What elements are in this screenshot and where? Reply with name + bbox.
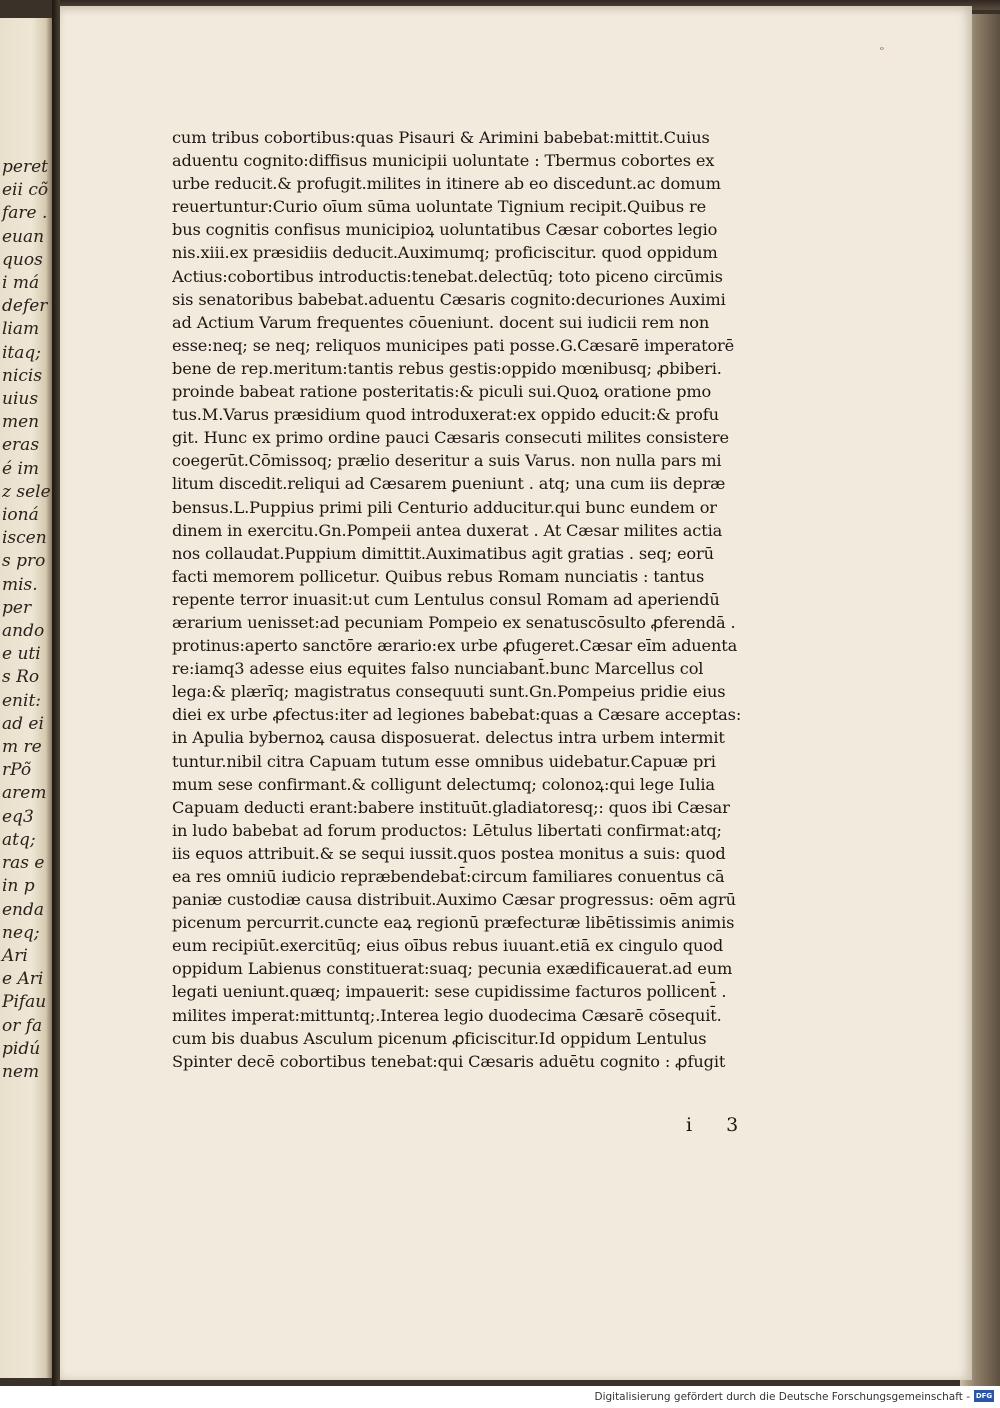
text-line: Actius:cobortibus introductis:tenebat.delectūq; toto piceno circūmis bbox=[172, 266, 723, 286]
left-page-fragment: defer bbox=[2, 296, 48, 317]
left-page-fragment: rPõ bbox=[2, 760, 32, 781]
text-line: coegerūt.Cōmissoq; prælio deseritur a suis Varus. non nulla pars mi bbox=[172, 451, 722, 471]
left-facing-page bbox=[0, 18, 52, 1378]
text-line: dinem in exercitu.Gn.Pompeii antea duxerat . At Cæsar milites actia bbox=[172, 520, 723, 540]
text-line: aduentu cognito:diffisus municipii uoluntate : Tbermus cobortes ex bbox=[172, 151, 715, 171]
text-line: Spinter decē cobortibus tenebat:qui Cæsaris aduētu cognito : ꝓfugit bbox=[172, 1051, 726, 1071]
text-line: legati ueniunt.quæq; impauerit: sese cupidissime facturos pollicent̄ . bbox=[172, 982, 727, 1002]
text-line: lega:& plærīq; magistratus consequuti sunt.Gn.Pompeius pridie eius bbox=[172, 682, 726, 702]
left-page-fragment: s Ro bbox=[2, 667, 40, 688]
text-line: ea res omniū iudicio repræbendebat̄:circum familiares conuentus cā bbox=[172, 867, 725, 886]
left-page-fragment: eq3 bbox=[2, 806, 34, 827]
left-page-text-fragments bbox=[2, 156, 52, 1084]
text-line: tus.M.Varus præsidium quod introduxerat:ex oppido educit:& profu bbox=[172, 405, 719, 425]
text-line: cum bis duabus Asculum picenum ꝓficiscitur.Id oppidum Lentulus bbox=[172, 1028, 707, 1048]
left-page-fragment: per bbox=[2, 597, 32, 618]
left-page-fragment: mis. bbox=[2, 574, 38, 595]
left-page-fragment: e uti bbox=[2, 644, 41, 665]
left-page-fragment: peret bbox=[2, 157, 48, 177]
footer-credit: Digitalisierung gefördert durch die Deutsche Forschungsgemeinschaft - bbox=[594, 1391, 970, 1403]
text-line: paniæ custodiæ causa distribuit.Auximo Cæsar progressus: oēm agrū bbox=[172, 890, 736, 910]
text-line: sis senatoribus babebat.aduentu Cæsaris cognito:decuriones Auximi bbox=[172, 289, 726, 309]
text-line: re:iamq3 adesse eius equites falso nunciabant̄.bunc Marcellus col bbox=[172, 659, 704, 679]
text-line: milites imperat:mittuntq;.Interea legio duodecima Cæsarē cōsequit̄. bbox=[172, 1005, 722, 1025]
left-page-fragment: iscen bbox=[2, 528, 47, 549]
left-page-fragment: neq; bbox=[2, 922, 40, 943]
text-line: facti memorem pollicetur. Quibus rebus Romam nunciatis : tantus bbox=[172, 566, 705, 586]
left-page-fragment: enda bbox=[2, 899, 45, 920]
text-line: diei ex urbe ꝓfectus:iter ad legiones babebat:quas a Cæsare acceptas: bbox=[172, 705, 742, 725]
left-page-fragment: s pro bbox=[2, 551, 46, 572]
left-page-fragment: ando bbox=[2, 621, 45, 642]
text-line: Capuam deducti erant:babere instituūt.gladiatoresq;: quos ibi Cæsar bbox=[172, 797, 730, 817]
main-text-block bbox=[172, 126, 812, 1073]
left-page-fragment: i má bbox=[2, 273, 40, 294]
left-page-fragment: quos bbox=[2, 249, 43, 270]
left-page-fragment: nem bbox=[2, 1061, 40, 1082]
left-page-fragment: uius bbox=[2, 389, 39, 410]
left-page-fragment: in p bbox=[2, 876, 35, 897]
left-page-fragment: euan bbox=[2, 226, 45, 247]
left-page-fragment: Pifau bbox=[2, 992, 47, 1013]
text-line: cum tribus cobortibus:quas Pisauri & Arimini babebat:mittit.Cuius bbox=[172, 128, 710, 147]
text-line: nos collaudat.Puppium dimittit.Auximatibus agit gratias . seq; eorū bbox=[172, 543, 714, 563]
text-line: ærarium uenisset:ad pecuniam Pompeio ex senatuscōsulto ꝓferendā . bbox=[172, 612, 736, 632]
text-line: urbe reducit.& profugit.milites in itinere ab eo discedunt.ac domum bbox=[172, 174, 721, 194]
text-line: repente terror inuasit:ut cum Lentulus consul Romam ad aperiendū bbox=[172, 589, 720, 609]
text-line: reuertuntur:Curio oīum sūma uoluntate Tignium recipit.Quibus re bbox=[172, 197, 707, 217]
left-page-fragment: Ari bbox=[2, 945, 28, 966]
text-line: git. Hunc ex primo ordine pauci Cæsaris consecuti milites consistere bbox=[172, 428, 729, 448]
left-page-fragment: ad ei bbox=[2, 713, 44, 734]
text-line: iis equos attribuit.& se sequi iussit.quos postea monitus a suis: quod bbox=[172, 843, 726, 863]
left-page-fragment: enit: bbox=[2, 690, 42, 711]
dfg-logo-icon: DFG bbox=[975, 1392, 993, 1400]
text-line: proinde babeat ratione posteritatis:& piculi sui.Quoꝝ oratione pmo bbox=[172, 382, 712, 402]
left-page-fragment: pidú bbox=[2, 1038, 41, 1059]
text-line: bene de rep.meritum:tantis rebus gestis:oppido mœnibusq; ꝓbiberi. bbox=[172, 358, 722, 378]
text-line: oppidum Labienus constituerat:suaq; pecunia exædificauerat.ad eum bbox=[172, 959, 733, 979]
left-page-fragment: liam bbox=[2, 319, 40, 340]
left-page-fragment: m re bbox=[2, 737, 42, 758]
left-page-fragment: fare . bbox=[2, 203, 48, 224]
left-page-fragment: e Ari bbox=[2, 969, 44, 990]
text-line: nis.xiii.ex præsidiis deducit.Auximumq; proficiscitur. quod oppidum bbox=[172, 243, 718, 263]
left-page-fragment: atq; bbox=[2, 829, 36, 850]
text-line: in ludo babebat ad forum productos: Lētulus libertati confirmat:atq; bbox=[172, 820, 722, 840]
left-page-fragment: arem bbox=[2, 783, 47, 804]
page-corner-mark: ₒ bbox=[880, 42, 884, 53]
text-line: ad Actium Varum frequentes cōueniunt. docent sui iudicii rem non bbox=[172, 312, 710, 332]
left-page-fragment: men bbox=[2, 412, 40, 433]
text-line: litum discedit.reliqui ad Cæsarem ꝑueniunt . atq; una cum iis depræ bbox=[172, 474, 726, 494]
left-page-fragment: z sele bbox=[2, 481, 51, 502]
text-line: eum recipiūt.exercitūq; eius oībus rebus iuuant.etiā ex cingulo quod bbox=[172, 936, 724, 956]
left-page-fragment: or fa bbox=[2, 1015, 43, 1036]
left-page-fragment: eras bbox=[2, 435, 40, 456]
text-line: bensus.L.Puppius primi pili Centurio adducitur.qui bunc eundem or bbox=[172, 497, 717, 517]
left-page-fragment: ioná bbox=[2, 505, 39, 526]
book-gutter bbox=[52, 0, 60, 1386]
text-line: tuntur.nibil citra Capuam tutum esse omnibus uidebatur.Capuæ pri bbox=[172, 751, 716, 771]
text-line: in Apulia bybernoꝝ causa disposuerat. delectus intra urbem intermit bbox=[172, 728, 725, 748]
text-line: bus cognitis confisus municipioꝝ uoluntatibus Cæsar cobortes legio bbox=[172, 220, 718, 240]
left-page-fragment: nicis bbox=[2, 365, 43, 386]
left-page-fragment: itaq; bbox=[2, 342, 42, 363]
left-page-fragment: é im bbox=[2, 458, 40, 479]
text-line: picenum percurrit.cuncte eaꝝ regionū præfecturæ libētissimis animis bbox=[172, 913, 735, 933]
signature-mark: i 3 bbox=[686, 1114, 753, 1136]
left-page-fragment: ras e bbox=[2, 853, 45, 874]
text-line: mum sese confirmant.& colligunt delectumq; colonoꝝ:qui lege Iulia bbox=[172, 774, 715, 794]
left-page-fragment: eii cõ bbox=[2, 180, 49, 201]
text-line: protinus:aperto sanctōre ærario:ex urbe ꝓfugeret.Cæsar eīm aduenta bbox=[172, 636, 738, 656]
text-line: esse:neq; se neq; reliquos municipes pati posse.G.Cæsarē imperatorē bbox=[172, 335, 735, 355]
